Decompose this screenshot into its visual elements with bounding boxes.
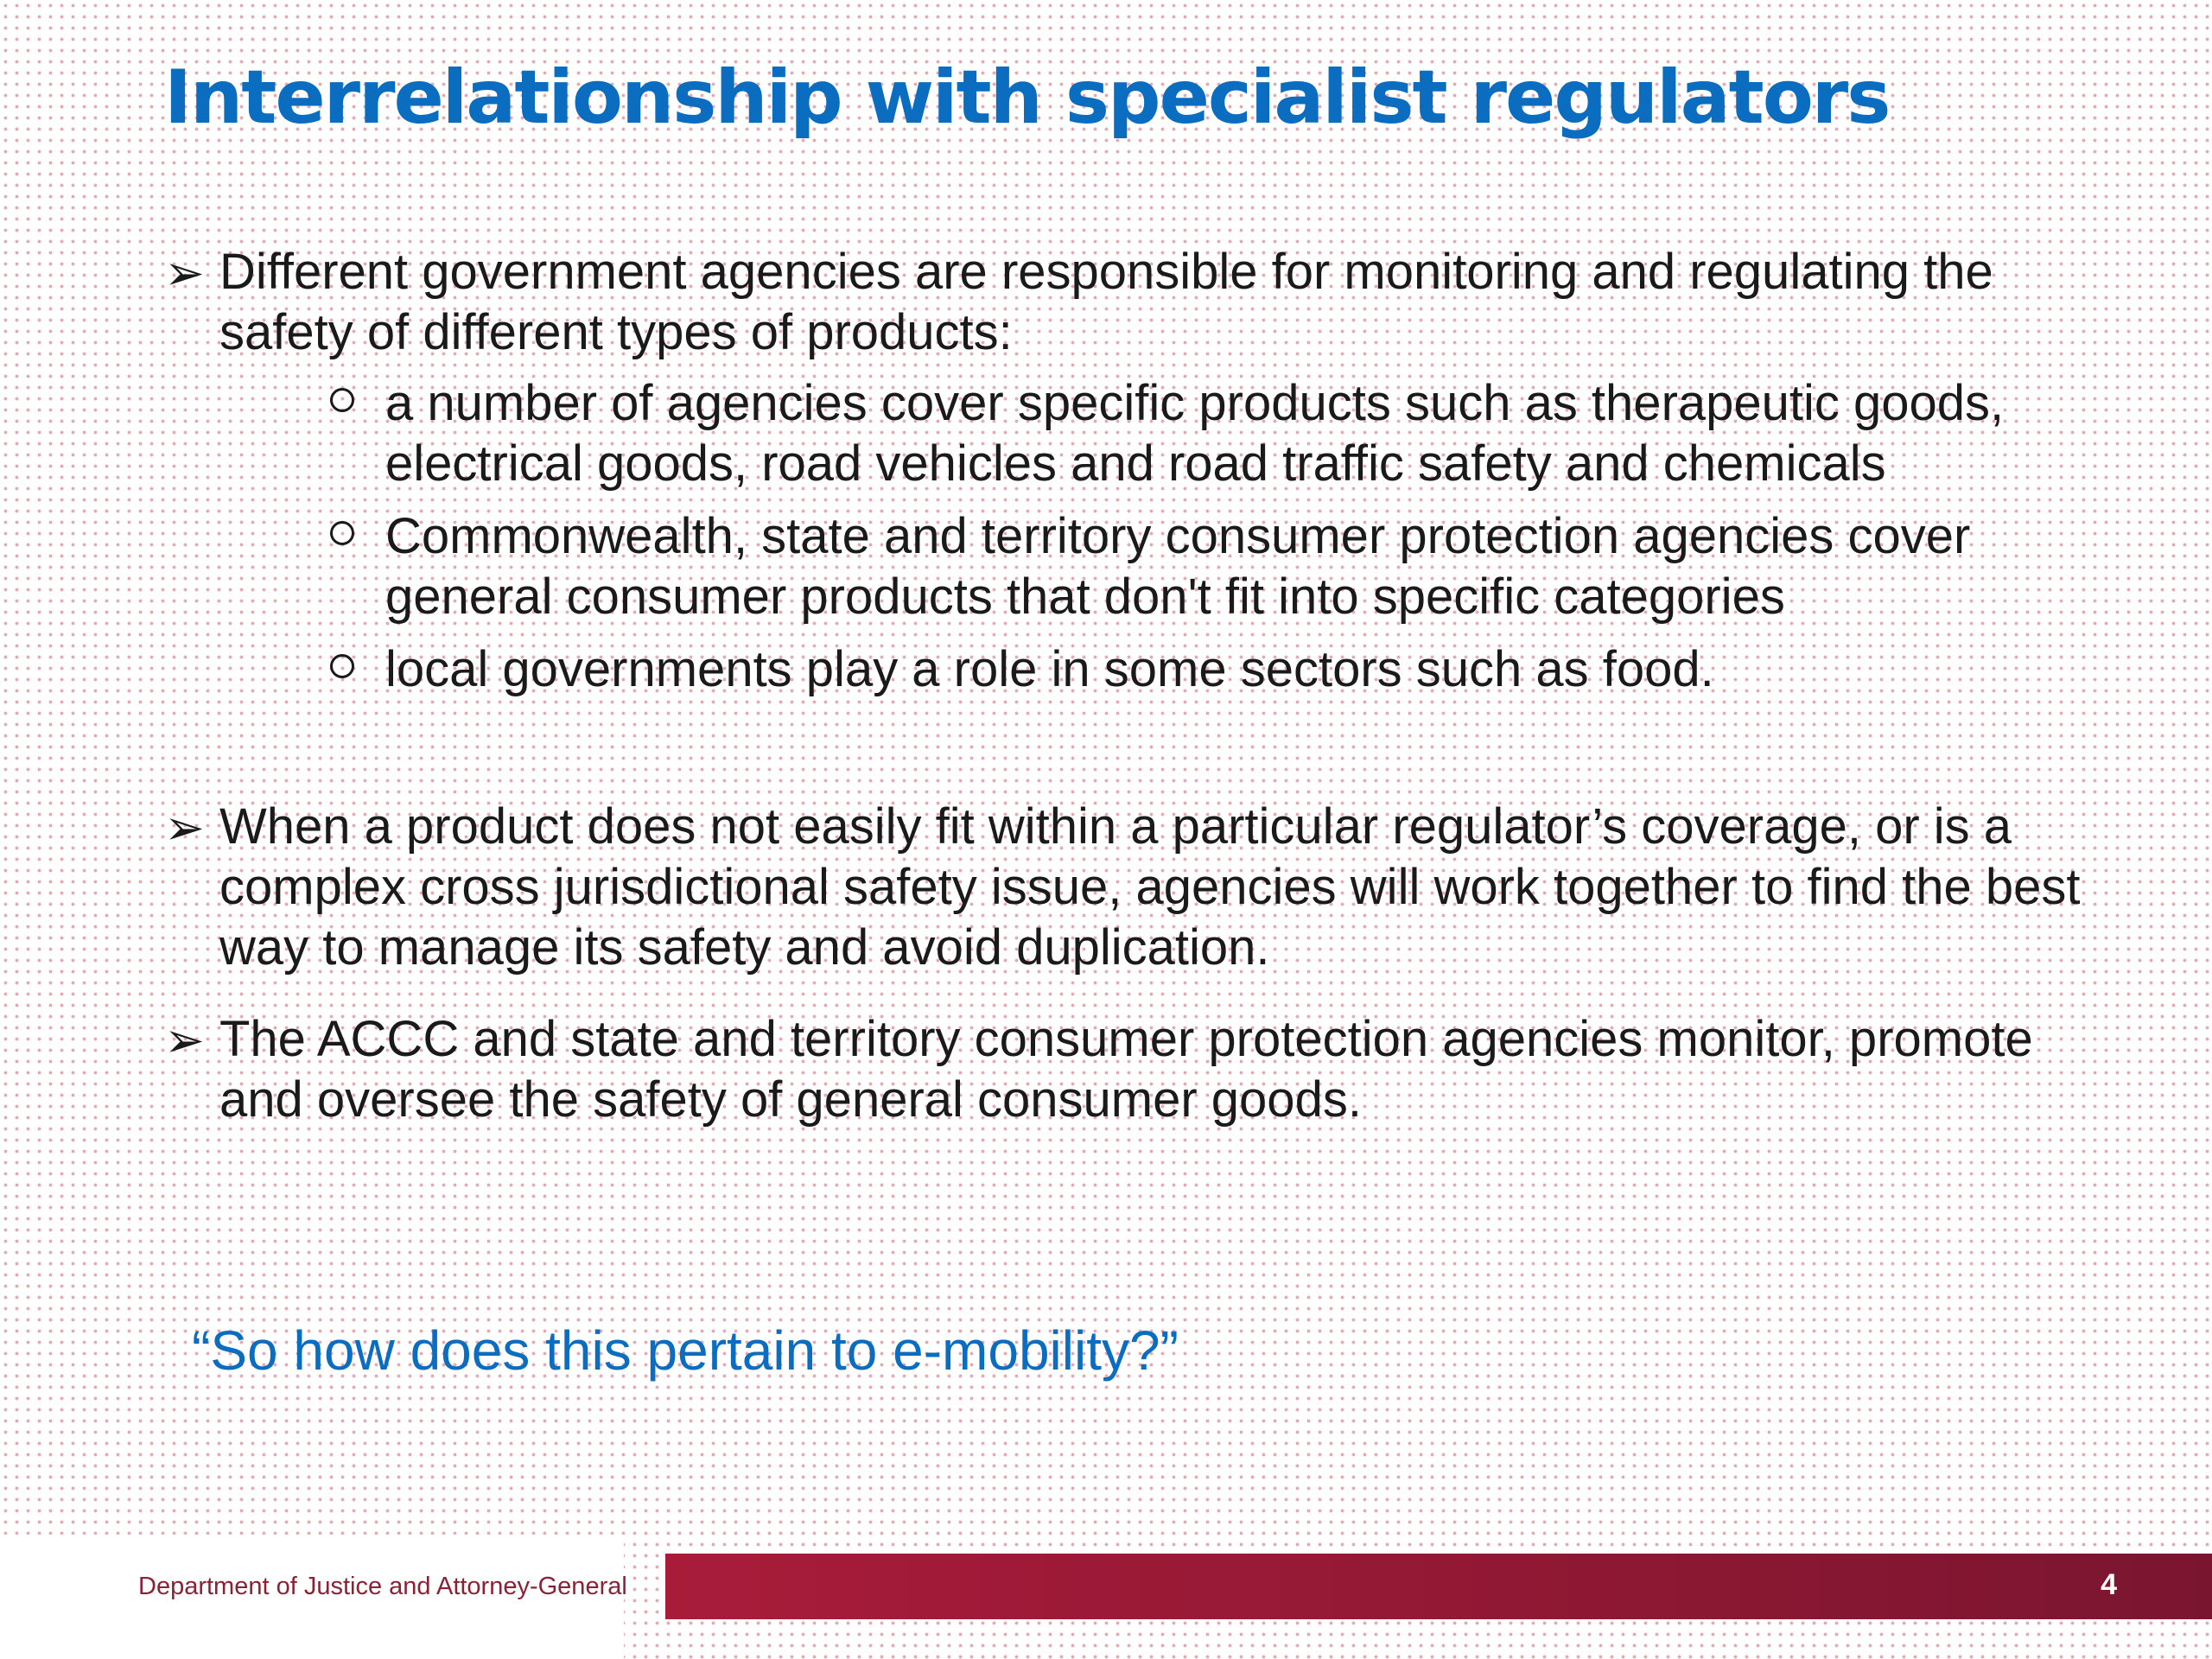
bullet-1	[164, 242, 2108, 700]
circle-bullet-icon	[330, 521, 354, 545]
arrow-bullet-icon: ➢	[164, 1013, 205, 1069]
sub-item-1	[219, 373, 2108, 494]
sub-list	[219, 373, 2108, 700]
sub-item-1-text: a number of agencies cover specific products such as therapeutic goods, electrical goods, road vehicles and road traffic safety and chemicals	[385, 375, 2005, 492]
bullet-2	[164, 797, 2108, 978]
sub-item-3-text: local governments play a role in some sectors such as food.	[385, 641, 1714, 697]
bullet-3-text: The ACCC and state and territory consumer protection agencies monitor, promote and oversee the safety of general consumer goods.	[219, 1011, 2033, 1128]
sub-item-2	[219, 506, 2108, 627]
page-number: 4	[2101, 1568, 2117, 1601]
arrow-bullet-icon: ➢	[164, 245, 205, 302]
department-name: Department of Justice and Attorney-General	[138, 1573, 627, 1600]
question-text: “So how does this pertain to e-mobility?”	[192, 1319, 1179, 1382]
sub-item-3	[219, 639, 2108, 700]
slide-content	[164, 242, 2108, 1130]
circle-bullet-icon	[330, 388, 354, 412]
arrow-bullet-icon: ➢	[164, 800, 205, 856]
bullet-3	[164, 1009, 2108, 1130]
sub-item-2-text: Commonwealth, state and territory consumer protection agencies cover general consumer products that don't fit into specific categories	[385, 508, 1971, 625]
footer-bar	[665, 1554, 2212, 1619]
circle-bullet-icon	[330, 654, 354, 678]
bullet-1-text: Different government agencies are responsible for monitoring and regulating the safety of different types of products:	[219, 244, 1993, 360]
bullet-2-text: When a product does not easily fit within a particular regulator’s coverage, or is a complex cross jurisdictional safety issue, agencies will work together to find the best way to manage its safety and avoid duplication.	[219, 798, 2081, 976]
slide-title: Interrelationship with specialist regulators	[164, 54, 1890, 141]
